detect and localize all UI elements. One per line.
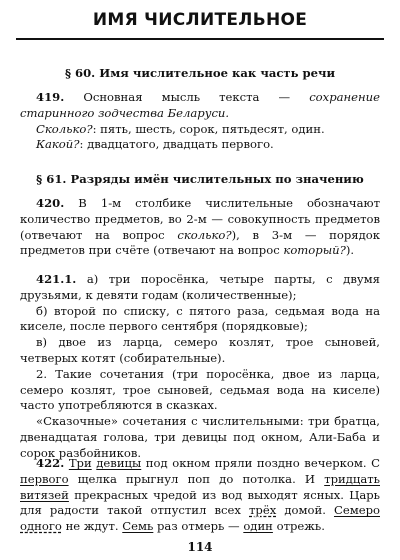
question-label: сколько? [177,227,232,242]
exercise-419-line-2 [20,122,380,138]
answer-text: : пять, шесть, сорок, пятьдесят, один. [92,121,325,136]
exercise-number: 421.1. [36,272,77,286]
exercise-420-text: ), в 3-м — порядок предметов при счёте (отвечают на вопрос [20,227,380,258]
page-header-title: ИМЯ ЧИСЛИТЕЛЬНОЕ [92,10,308,30]
marked-word: одного [20,519,62,534]
exercise-421-para-5: «Сказочные» сочетания с числительными: три братца, двенадцатая голова, три девицы под окном, Али-Баба и сорок разбойников. [20,414,380,460]
exercise-420-text: ). [345,243,355,258]
exercise-421 [20,272,380,462]
question-label: Какой? [36,137,80,152]
exercise-422-text: раз отмерь — [153,519,244,534]
exercise-419-line-3 [20,137,380,153]
exercise-420-text: В 1-м столбике числительные обозначают количество предметов, во 2-м — совокупность предметов (отвечают на вопрос [20,196,380,242]
exercise-422-text: под окном пряли поздно вечерком. С [141,456,381,470]
header-rule [16,38,384,40]
exercise-422-text: домой. [276,503,334,518]
exercise-419-lead: Основная мысль текста — [64,90,310,104]
exercise-422-text: не ждут. [61,519,123,534]
exercise-number: 419. [36,90,65,104]
marked-word: первого [20,471,69,486]
exercise-422-text: отрежь. [272,519,325,534]
marked-word: Семь [122,519,154,534]
exercise-421-para-1: а) три поросёнка, четыре парты, с двумя друзьями, к девяти годам (количественные); [20,272,380,302]
exercise-421-para-3: в) двое из ларца, семеро козлят, трое сыновей, четверых котят (собирательные). [20,335,380,365]
page-number: 114 [187,540,213,554]
marked-word: один [243,519,273,534]
exercise-422-text: прекрасных чредой из вод выходят ясных. Царь для радости такой отпустил всех [20,487,380,518]
marked-word: тридцать [324,471,380,486]
section-60-title: § 60. Имя числительное как часть речи [64,66,336,80]
exercise-421-para-2: б) второй по списку, с пятого раза, седьмая вода на киселе, после первого сентября (порядковые); [20,303,380,334]
marked-word: витязей [20,487,69,502]
exercise-419-theme: сохранение старинного зодчества Беларуси. [20,90,380,120]
question-label: Сколько? [36,121,93,136]
marked-word: Три [68,456,92,470]
exercise-419-main [20,90,380,122]
exercise-422-text: щелка прыгнул поп до потолка. И [68,471,325,486]
exercise-number: 422. [36,456,65,470]
exercise-420 [20,196,380,259]
exercise-419 [20,90,380,153]
marked-word: девицы [96,456,142,470]
section-61-title: § 61. Разряды имён числительных по значению [36,172,364,186]
exercise-421-para-4: 2. Такие сочетания (три поросёнка, двое из ларца, семеро козлят, трое сыновей, седьмая вода на киселе) часто употребляются в сказках. [20,366,380,413]
answer-text: : двадцатого, двадцать первого. [79,137,274,152]
exercise-422 [20,456,380,535]
marked-word: Семеро [333,503,380,518]
exercise-number: 420. [36,196,65,210]
question-label: который? [283,243,346,258]
marked-word: трёх [249,503,277,518]
